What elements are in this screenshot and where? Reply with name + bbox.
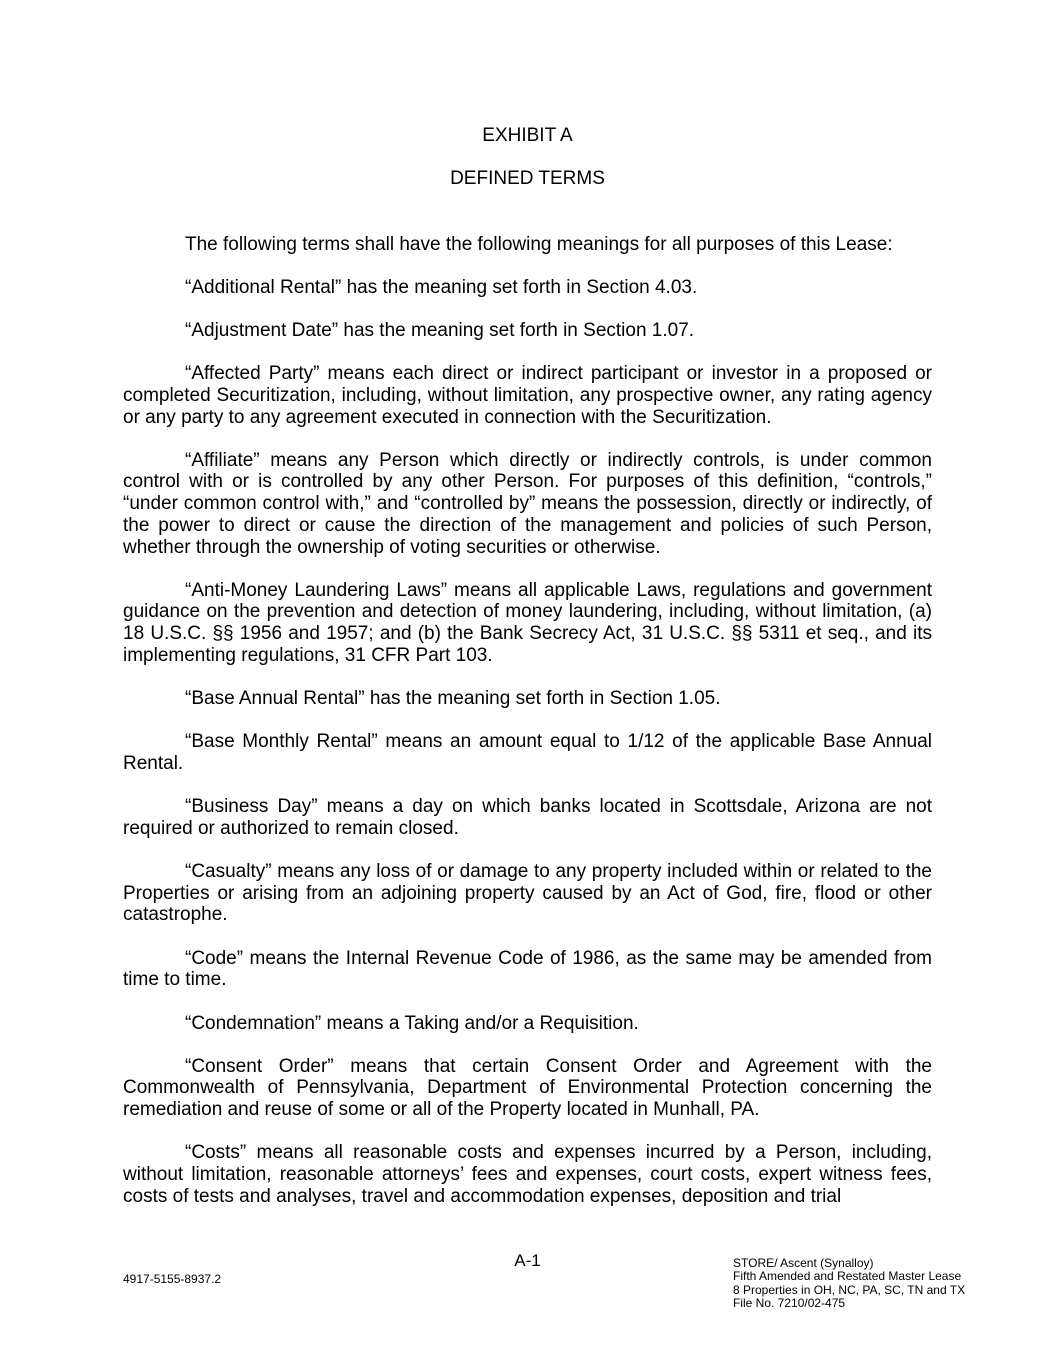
paragraph-affiliate: “Affiliate” means any Person which directly or indirectly controls, is under common control with or is controlled by any other Person. For purposes of this definition, “controls,” “under common control with,” and “controlled by” means the possession, directly or indirectly, of the power to direct or cause the direction of the management and policies of such Person, whether through the ownership of voting securities or otherwise. — [123, 449, 932, 558]
footer-matter-line-2: Fifth Amended and Restated Master Lease — [733, 1269, 962, 1284]
footer-matter-line-1: STORE/ Ascent (Synalloy) — [733, 1256, 874, 1270]
document-body — [123, 234, 932, 1208]
paragraph-anti-money-laundering-laws: “Anti-Money Laundering Laws” means all applicable Laws, regulations and government guidance on the prevention and detection of money laundering, including, without limitation, (a) 18 U.S.C. §§ 1956 and 1957; and (b) the Bank Secrecy Act, 31 U.S.C. §§ 5311 et seq., and its implementing regulations, 31 CFR Part 103. — [123, 579, 932, 666]
paragraph-affected-party: “Affected Party” means each direct or indirect participant or investor in a proposed or completed Securitization, including, without limitation, any prospective owner, any rating agency or any party to any agreement executed in connection with the Securitization. — [123, 363, 932, 428]
paragraph-casualty: “Casualty” means any loss of or damage to any property included within or related to the Properties or arising from an adjoining property caused by an Act of God, fire, flood or other catastrophe. — [123, 861, 932, 926]
paragraph-base-monthly-rental: “Base Monthly Rental” means an amount equal to 1/12 of the applicable Base Annual Rental. — [123, 731, 932, 774]
document-content — [123, 125, 932, 1229]
paragraph-intro: The following terms shall have the following meanings for all purposes of this Lease: — [185, 233, 893, 255]
footer-matter-line-4: File No. 7210/02-475 — [733, 1296, 846, 1311]
paragraph-code: “Code” means the Internal Revenue Code of 1986, as the same may be amended from time to time. — [123, 947, 932, 991]
footer-document-number: 4917-5155-8937.2 — [123, 1272, 222, 1286]
footer-matter-line-3: 8 Properties in OH, NC, PA, SC, TN and TX — [733, 1282, 966, 1297]
paragraph-condemnation: “Condemnation” means a Taking and/or a Requisition. — [185, 1012, 639, 1034]
paragraph-adjustment-date: “Adjustment Date” has the meaning set forth in Section 1.07. — [185, 319, 695, 341]
defined-terms-heading: DEFINED TERMS — [450, 168, 605, 189]
paragraph-business-day: “Business Day” means a day on which banks located in Scottsdale, Arizona are not required or authorized to remain closed. — [123, 796, 932, 839]
paragraph-base-annual-rental: “Base Annual Rental” has the meaning set forth in Section 1.05. — [185, 688, 721, 710]
paragraph-consent-order: “Consent Order” means that certain Consent Order and Agreement with the Commonwealth of Pennsylvania, Department of Environmental Protection concerning the remediation and reuse of some or all of the Property located in Munhall, PA. — [123, 1055, 932, 1121]
paragraph-additional-rental: “Additional Rental” has the meaning set forth in Section 4.03. — [185, 276, 698, 298]
exhibit-title: EXHIBIT A — [482, 125, 573, 146]
footer-page-number: A-1 — [514, 1251, 541, 1270]
footer-matter-block — [733, 1257, 965, 1311]
paragraph-costs: “Costs” means all reasonable costs and expenses incurred by a Person, including, without limitation, reasonable attorneys’ fees and expenses, court costs, expert witness fees, costs of tests and analyses, travel and accommodation expenses, deposition and trial — [123, 1142, 932, 1207]
